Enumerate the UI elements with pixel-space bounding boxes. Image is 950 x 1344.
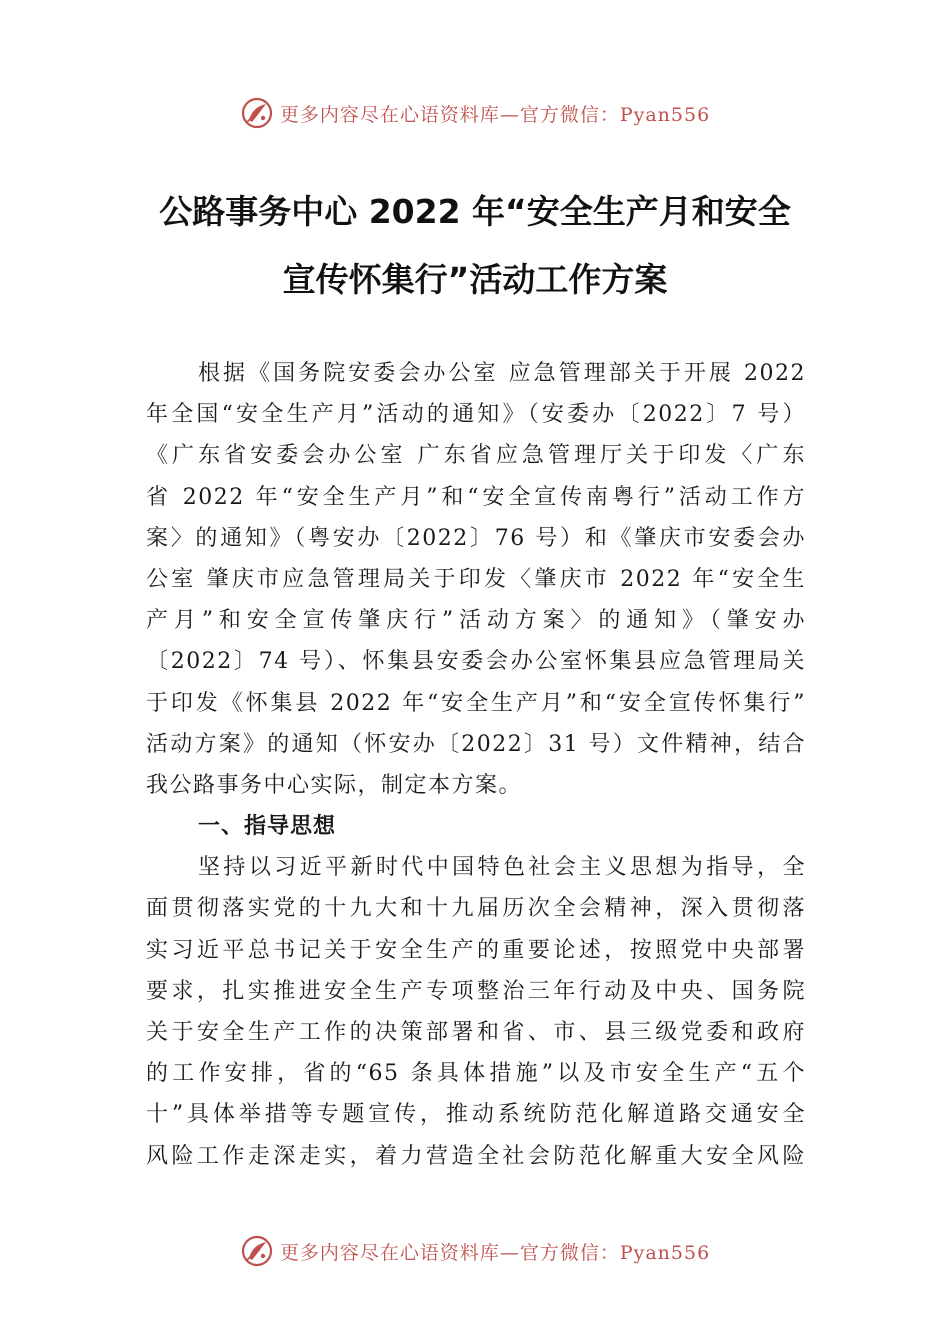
document-body bbox=[146, 353, 806, 1177]
watermark-text: 更多内容尽在心语资料库—官方微信：Pyan556 bbox=[279, 1241, 711, 1264]
section-line: 实习近平总书记关于安全生产的重要论述，按照党中央部署 bbox=[146, 937, 806, 963]
intro-line: 年全国“安全生产月”活动的通知》（安委办〔2022〕7 号） bbox=[146, 402, 806, 428]
logo-icon bbox=[240, 96, 274, 130]
intro-line: 《广东省安委会办公室 广东省应急管理厅关于印发〈广东 bbox=[146, 443, 806, 469]
section-line: 要求，扎实推进安全生产专项整治三年行动及中央、国务院 bbox=[146, 978, 806, 1004]
section-line: 的工作安排，省的“65 条具体措施”以及市安全生产“五个 bbox=[146, 1061, 806, 1087]
intro-line: 案〉的通知》（粤安办〔2022〕76 号）和《肇庆市安委会办 bbox=[146, 525, 806, 551]
watermark-text: 更多内容尽在心语资料库—官方微信：Pyan556 bbox=[279, 103, 711, 126]
document-title bbox=[100, 178, 850, 314]
section-line: 风险工作走深走实，着力营造全社会防范化解重大安全风险 bbox=[146, 1143, 806, 1169]
intro-line: 省 2022 年“安全生产月”和“安全宣传南粤行”活动工作方 bbox=[146, 484, 806, 510]
intro-line: 根据《国务院安委会办公室 应急管理部关于开展 2022 bbox=[198, 361, 806, 386]
title-line: 宣传怀集行”活动工作方案 bbox=[282, 260, 668, 299]
intro-line: 产月”和安全宣传肇庆行”活动方案〉的通知》（肇安办 bbox=[146, 608, 806, 634]
intro-line: 公室 肇庆市应急管理局关于印发〈肇庆市 2022 年“安全生 bbox=[146, 566, 806, 592]
intro-line: 活动方案》的通知（怀安办〔2022〕31 号）文件精神，结合 bbox=[146, 731, 806, 757]
section-line: 关于安全生产工作的决策部署和省、市、县三级党委和政府 bbox=[146, 1020, 806, 1045]
title-line: 公路事务中心 2022 年“安全生产月和安全 bbox=[159, 192, 791, 231]
section-line: 十”具体举措等专题宣传，推动系统防范化解道路交通安全 bbox=[146, 1102, 806, 1128]
intro-line: 我公路事务中心实际，制定本方案。 bbox=[146, 772, 523, 798]
logo-icon bbox=[240, 1234, 274, 1268]
intro-line: 〔2022〕74 号）、怀集县安委会办公室怀集县应急管理局关 bbox=[146, 649, 806, 675]
intro-line: 于印发《怀集县 2022 年“安全生产月”和“安全宣传怀集行” bbox=[146, 690, 806, 716]
watermark-footer bbox=[0, 1234, 950, 1268]
section-heading: 一、指导思想 bbox=[198, 814, 337, 840]
section-line: 坚持以习近平新时代中国特色社会主义思想为指导，全 bbox=[198, 855, 806, 881]
section-line: 面贯彻落实党的十九大和十九届历次全会精神，深入贯彻落 bbox=[146, 896, 806, 922]
watermark-header bbox=[0, 96, 950, 130]
